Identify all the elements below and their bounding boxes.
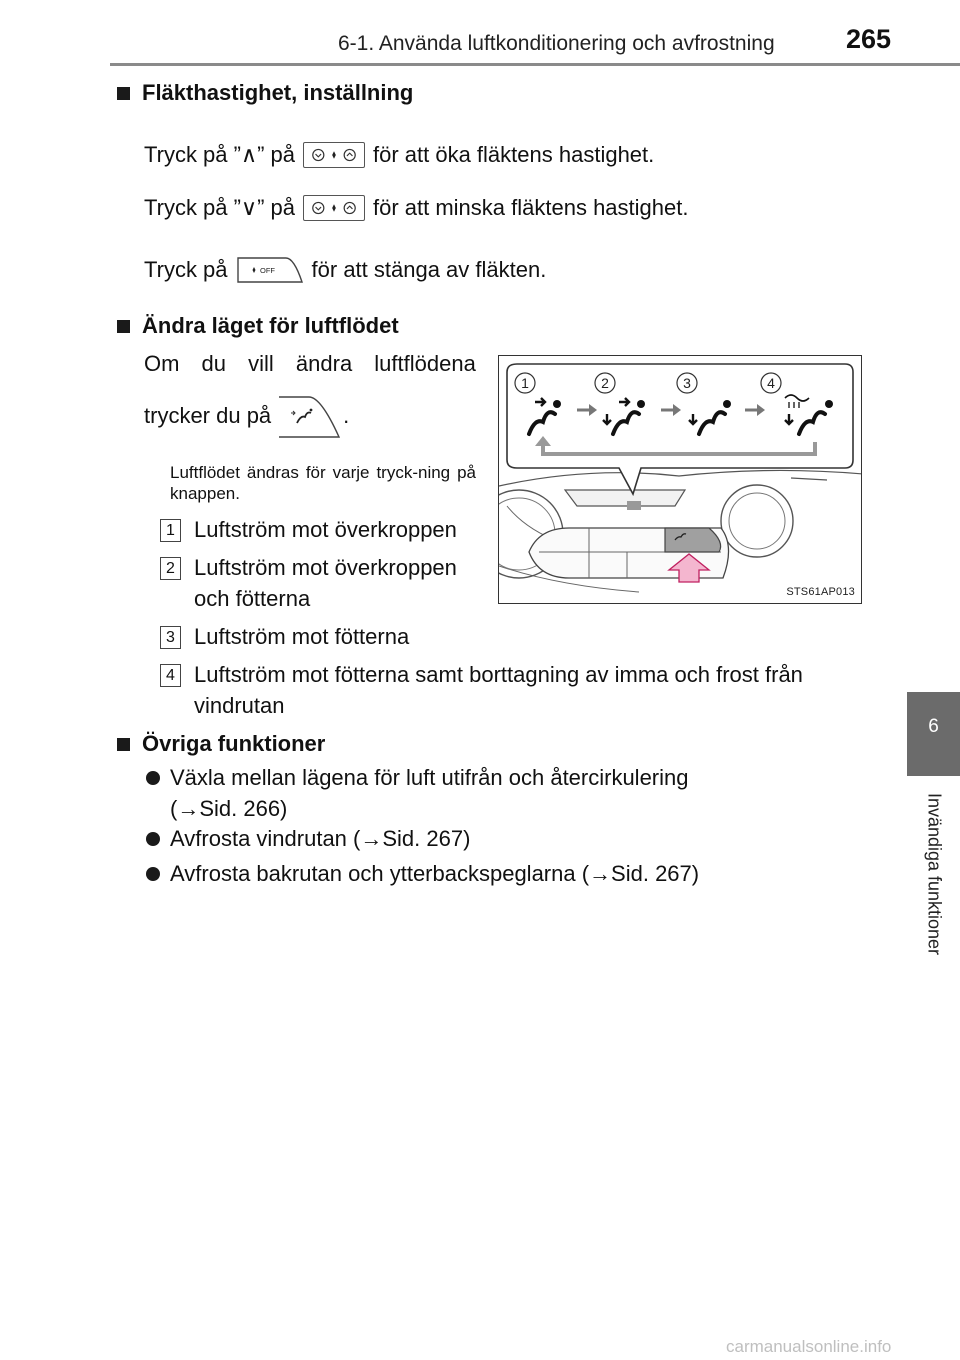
other-heading: Övriga funktioner xyxy=(117,731,325,757)
callout-number: 3 xyxy=(160,626,181,649)
airflow-heading: Ändra läget för luftflödet xyxy=(117,313,399,339)
fan-heading: Fläkthastighet, inställning xyxy=(117,80,413,106)
chapter-tab[interactable]: 6 xyxy=(907,692,960,776)
bullet-icon xyxy=(146,867,160,881)
page-number: 265 xyxy=(846,24,892,54)
callout-number: 2 xyxy=(160,557,181,580)
chapter-title: Invändiga funktioner xyxy=(924,792,945,956)
airflow-diagram xyxy=(498,355,862,604)
airflow-intro-line2: trycker du på . xyxy=(144,393,349,439)
figure-code: STS61AP013 xyxy=(786,586,855,598)
fan-line-increase: Tryck på ”∧” på för att öka fläktens hastighet. xyxy=(144,142,655,167)
list-item: Växla mellan lägena för luft utifrån och återcirkulering (→Sid. 266) xyxy=(146,765,746,824)
diagram-callout-1: 1 xyxy=(521,375,529,391)
section-marker-icon xyxy=(117,738,130,751)
fan-speed-button-icon xyxy=(303,142,365,168)
fan-line-decrease: Tryck på ”∨” på för att minska fläktens hastighet. xyxy=(144,195,689,220)
page-header xyxy=(0,0,960,64)
fan-off-button-icon xyxy=(236,256,304,284)
bullet-icon xyxy=(146,771,160,785)
list-item: Avfrosta bakrutan och ytterbackspeglarna (→Sid. 267) xyxy=(146,861,699,889)
watermark: carmanualsonline.info xyxy=(726,1337,892,1356)
off-label: OFF xyxy=(259,266,275,275)
airflow-mode-button-icon xyxy=(277,393,341,439)
list-item: 2 Luftström mot överkroppen och fötterna xyxy=(160,555,482,614)
fan-speed-button-icon xyxy=(303,195,365,221)
callout-number: 4 xyxy=(160,664,181,687)
diagram-callout-3: 3 xyxy=(683,375,691,391)
fan-line-off: Tryck på OFF för att stänga av fläkten. xyxy=(144,257,547,282)
section-marker-icon xyxy=(117,320,130,333)
list-item: 4 Luftström mot fötterna samt borttagning av imma och frost från vindrutan xyxy=(160,662,860,721)
callout-number: 1 xyxy=(160,519,181,542)
diagram-callout-2: 2 xyxy=(601,375,609,391)
airflow-diagram-drawing xyxy=(499,356,862,604)
list-item: Avfrosta vindrutan (→Sid. 267) xyxy=(146,826,470,854)
header-divider xyxy=(110,63,960,66)
bullet-icon xyxy=(146,832,160,846)
section-title: 6-1. Använda luftkonditionering och avfrostning xyxy=(338,32,775,55)
airflow-intro-line1: Om du vill ändra luftflödena xyxy=(144,351,476,376)
airflow-note: Luftflödet ändras för varje tryck-ning på knappen. xyxy=(170,463,476,503)
diagram-callout-4: 4 xyxy=(767,375,775,391)
list-item: 3 Luftström mot fötterna xyxy=(160,624,409,652)
list-item: 1 Luftström mot överkroppen xyxy=(160,517,457,545)
section-marker-icon xyxy=(117,87,130,100)
